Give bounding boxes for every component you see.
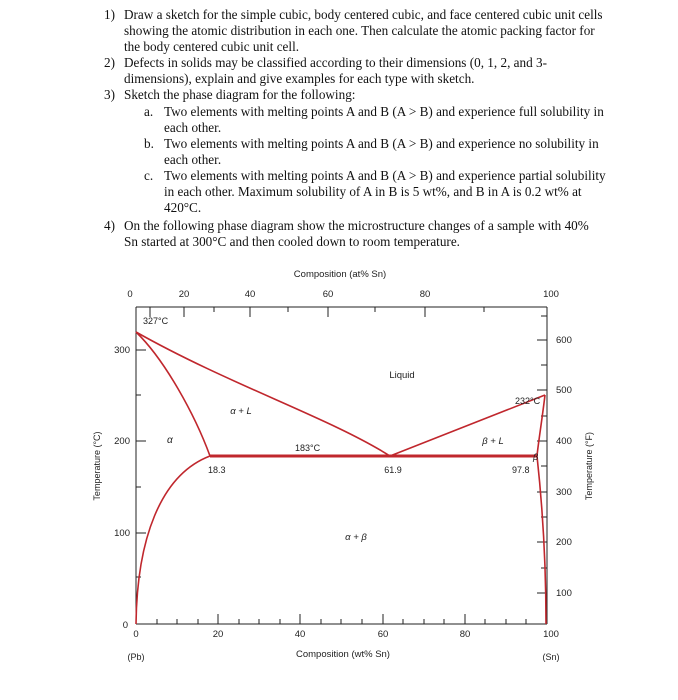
pb-melting-label: 327°C: [143, 316, 169, 326]
beta-min-label: 97.8: [512, 465, 530, 475]
top-tick-label: 60: [322, 289, 334, 300]
subitem-label: c.: [144, 168, 154, 183]
x-tick-label: 60: [377, 629, 389, 640]
subitem-line: in each other. Maximum solubility of A in B is 5 wt%, and B in A is 0.2 wt% at: [164, 184, 582, 199]
beta-label: β: [533, 452, 539, 462]
question-line: showing the atomic distribution in each one. Then calculate the atomic packing factor for: [124, 23, 595, 38]
subitem-line: Two elements with melting points A and B (A > B) and experience full solubility in: [164, 104, 604, 119]
alpha-l-label: α + L: [230, 406, 252, 417]
question-line: Draw a sketch for the simple cubic, body centered cubic, and face centered cubic unit cells: [124, 7, 603, 22]
eutectic-comp-label: 61.9: [384, 465, 402, 475]
f-tick-label: 300: [556, 487, 572, 498]
subitem-line: 420°C.: [164, 200, 202, 215]
y-tick-label: 100: [114, 528, 130, 539]
top-tick-label: 40: [244, 289, 256, 300]
question-line: dimensions), explain and give examples for each type with sketch.: [124, 71, 475, 86]
y-tick-label: 300: [114, 345, 130, 356]
question-line: Defects in solids may be classified according to their dimensions (0, 1, 2, and 3-: [124, 55, 547, 70]
top-tick-label: 20: [178, 289, 190, 300]
sn-melting-label: 232°C: [515, 396, 541, 406]
question-line: Sn started at 300°C and then cooled down to room temperature.: [124, 234, 460, 249]
question-number: 1): [104, 7, 115, 22]
alpha-beta-label: α + β: [345, 532, 367, 543]
x-tick-label: 100: [543, 629, 559, 640]
f-tick-label: 400: [556, 436, 572, 447]
subitem-line: Two elements with melting points A and B (A > B) and experience partial solubility: [164, 168, 606, 183]
liquidus-left: [136, 332, 390, 456]
y-axis-title-right: Temperature (°F): [584, 431, 594, 501]
liquid-label: Liquid: [389, 370, 415, 381]
f-tick-label: 500: [556, 385, 572, 396]
f-tick-label: 600: [556, 335, 572, 346]
x-tick-label: 0: [133, 629, 139, 640]
top-ticks: [150, 307, 547, 317]
f-tick-label: 200: [556, 537, 572, 548]
top-axis-title: Composition (at% Sn): [293, 269, 387, 280]
x-tick-label: 40: [294, 629, 306, 640]
x-tick-label: 80: [459, 629, 471, 640]
question-number: 4): [104, 218, 115, 233]
subitem-line: Two elements with melting points A and B (A > B) and experience no solubility in: [164, 136, 599, 151]
left-end-label: (Pb): [127, 652, 145, 662]
alpha-max-label: 18.3: [208, 465, 226, 475]
f-tick-label: 100: [556, 588, 572, 599]
right-end-label: (Sn): [542, 652, 560, 662]
top-tick-label: 100: [543, 289, 559, 300]
question-line: On the following phase diagram show the microstructure changes of a sample with 40%: [124, 218, 589, 233]
subitem-label: a.: [144, 104, 154, 119]
x-tick-label: 20: [212, 629, 224, 640]
solidus-left: [136, 332, 210, 456]
alpha-label: α: [167, 435, 173, 446]
beta-l-label: β + L: [482, 436, 504, 447]
right-ticks: [537, 316, 547, 593]
question-line: Sketch the phase diagram for the following:: [124, 87, 356, 102]
subitem-line: each other.: [164, 120, 222, 135]
y-axis-title-left: Temperature (°C): [92, 431, 102, 501]
subitem-label: b.: [144, 136, 154, 151]
top-tick-label: 0: [127, 289, 133, 300]
solvus-left: [136, 456, 210, 624]
question-number: 3): [104, 87, 115, 102]
x-axis-title: Composition (wt% Sn): [296, 649, 390, 660]
question-number: 2): [104, 55, 115, 70]
top-tick-label: 80: [419, 289, 431, 300]
subitem-line: each other.: [164, 152, 222, 167]
solvus-right: [537, 456, 546, 624]
left-ticks: [136, 350, 146, 624]
bottom-ticks: [136, 614, 547, 624]
question-line: the body centered cubic unit cell.: [124, 39, 300, 54]
eutectic-temp-label: 183°C: [295, 443, 321, 453]
y-tick-label: 200: [114, 436, 130, 447]
y-tick-label: 0: [122, 620, 128, 631]
